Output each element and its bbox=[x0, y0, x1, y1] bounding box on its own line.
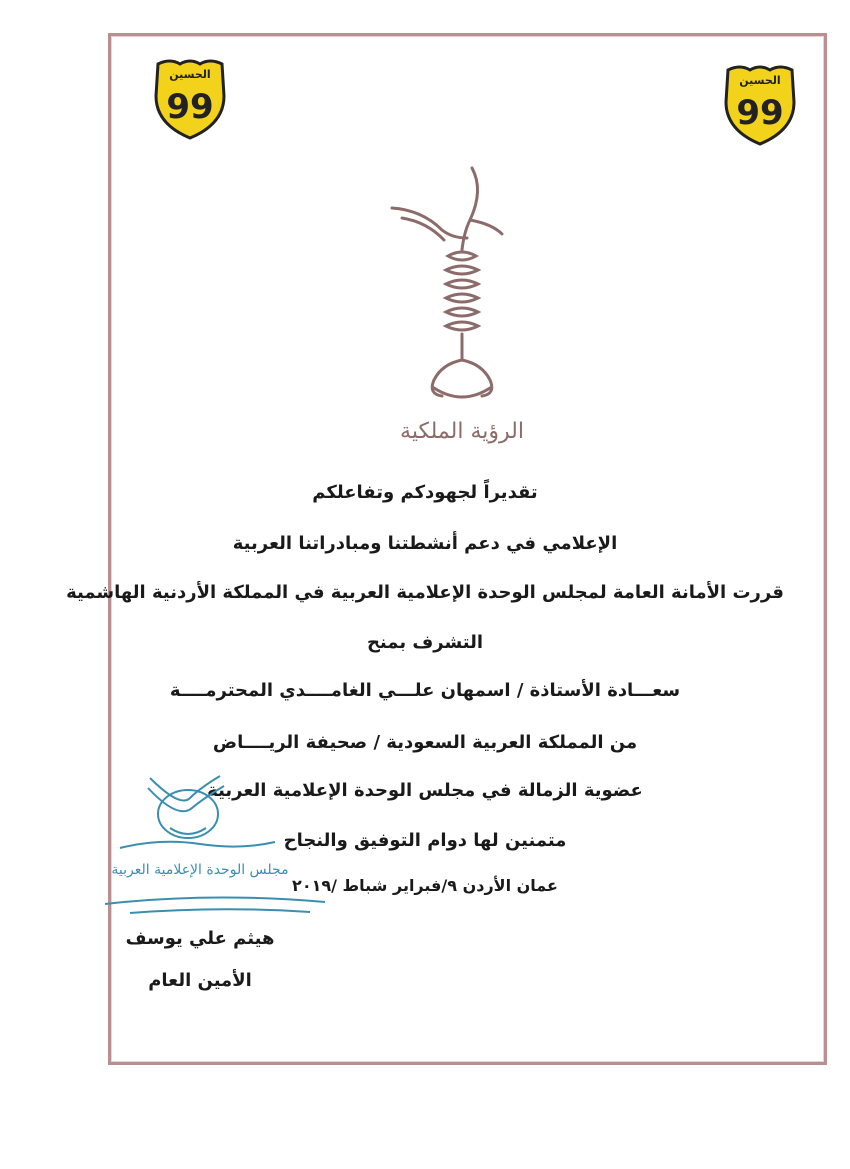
council-stamp bbox=[100, 768, 330, 918]
date-line: عمان الأردن ٩/فبراير شباط /٢٠١٩ bbox=[292, 876, 558, 895]
wishes-line: متمنين لها دوام التوفيق والنجاح bbox=[283, 830, 567, 851]
badge-brand-text: الحسين bbox=[739, 74, 781, 87]
signatory-name: هيثم علي يوسف bbox=[125, 928, 275, 949]
route-99-badge-left bbox=[150, 56, 230, 142]
stamp-text: مجلس الوحدة الإعلامية العربية bbox=[111, 862, 289, 878]
badge-number: 99 bbox=[736, 93, 784, 133]
recipient-origin: من المملكة العربية السعودية / صحيفة الريــــاض bbox=[212, 732, 638, 753]
recipient-name: سعـــادة الأستاذة / اسمهان علـــي الغامــــدي المحترمــــة bbox=[169, 680, 681, 701]
signatory-title: الأمين العام bbox=[148, 970, 252, 991]
honor-line: التشرف بمنح bbox=[366, 632, 484, 653]
appreciation-line: تقديراً لجهودكم وتفاعلكم bbox=[312, 482, 538, 503]
fellowship-line: عضوية الزمالة في مجلس الوحدة الإعلامية العربية bbox=[207, 780, 643, 801]
badge-number: 99 bbox=[166, 87, 214, 127]
media-support-line: الإعلامي في دعم أنشطتنا ومبادراتنا العربية bbox=[232, 533, 618, 554]
route-99-badge-right bbox=[720, 62, 800, 148]
royal-vision-emblem bbox=[372, 160, 552, 450]
badge-brand-text: الحسين bbox=[169, 68, 211, 81]
emblem-caption: الرؤية الملكية bbox=[400, 419, 524, 444]
decision-line: قررت الأمانة العامة لمجلس الوحدة الإعلامية العربية في المملكة الأردنية الهاشمية bbox=[66, 582, 784, 603]
